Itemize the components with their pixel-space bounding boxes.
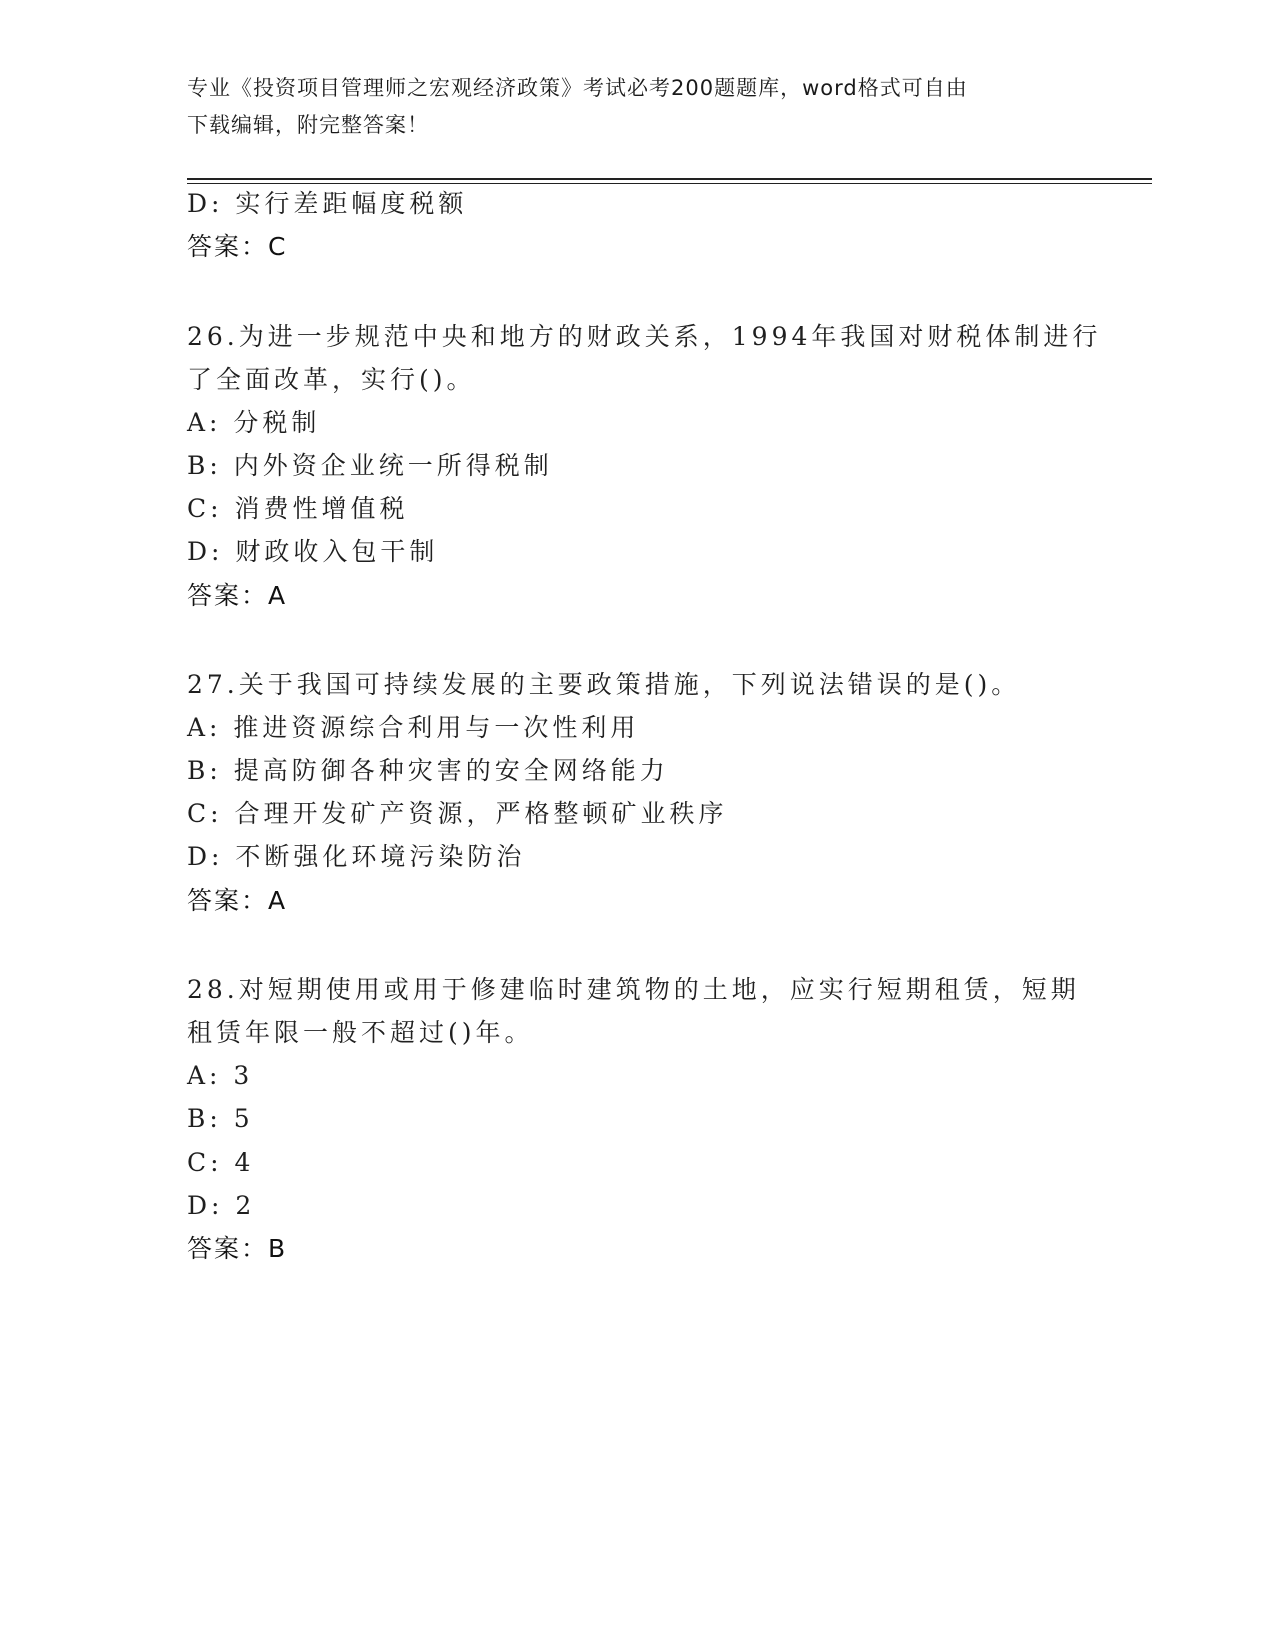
header-title-line-2: 下载编辑，附完整答案！ xyxy=(187,113,429,137)
q26-option-c: C: 消费性增值税 xyxy=(187,494,409,523)
header-divider-thin xyxy=(187,183,1152,184)
q26-answer: 答案：A xyxy=(187,581,288,610)
q28-option-b: B: 5 xyxy=(187,1104,254,1133)
prev-answer: 答案：C xyxy=(187,232,288,261)
q27-option-a: A: 推进资源综合利用与一次性利用 xyxy=(187,713,640,742)
header-divider-thick xyxy=(187,178,1152,180)
q27-option-c: C: 合理开发矿产资源，严格整顿矿业秩序 xyxy=(187,799,728,828)
q26-option-a: A: 分税制 xyxy=(187,408,321,437)
q26-option-b: B: 内外资企业统一所得税制 xyxy=(187,451,553,480)
q26-stem-line-2: 了全面改革，实行()。 xyxy=(187,365,476,394)
q28-option-c: C: 4 xyxy=(187,1148,255,1177)
q28-stem-line-1: 28.对短期使用或用于修建临时建筑物的土地，应实行短期租赁，短期 xyxy=(187,975,1080,1004)
q28-stem-line-2: 租赁年限一般不超过()年。 xyxy=(187,1018,534,1047)
q27-stem-line-1: 27.关于我国可持续发展的主要政策措施，下列说法错误的是()。 xyxy=(187,670,1021,699)
document-header xyxy=(187,70,1087,144)
q28-option-d: D: 2 xyxy=(187,1191,256,1220)
header-title-line-1: 专业《投资项目管理师之宏观经济政策》考试必考200题题库，word格式可自由 xyxy=(187,76,968,100)
prev-option-d: D: 实行差距幅度税额 xyxy=(187,189,468,218)
q27-answer: 答案：A xyxy=(187,886,288,915)
q26-option-d: D: 财政收入包干制 xyxy=(187,537,439,566)
q28-answer: 答案：B xyxy=(187,1234,288,1263)
q27-option-d: D: 不断强化环境污染防治 xyxy=(187,842,526,871)
q26-stem-line-1: 26.为进一步规范中央和地方的财政关系，1994年我国对财税体制进行 xyxy=(187,322,1102,351)
q27-option-b: B: 提高防御各种灾害的安全网络能力 xyxy=(187,756,669,785)
q28-option-a: A: 3 xyxy=(187,1061,254,1090)
